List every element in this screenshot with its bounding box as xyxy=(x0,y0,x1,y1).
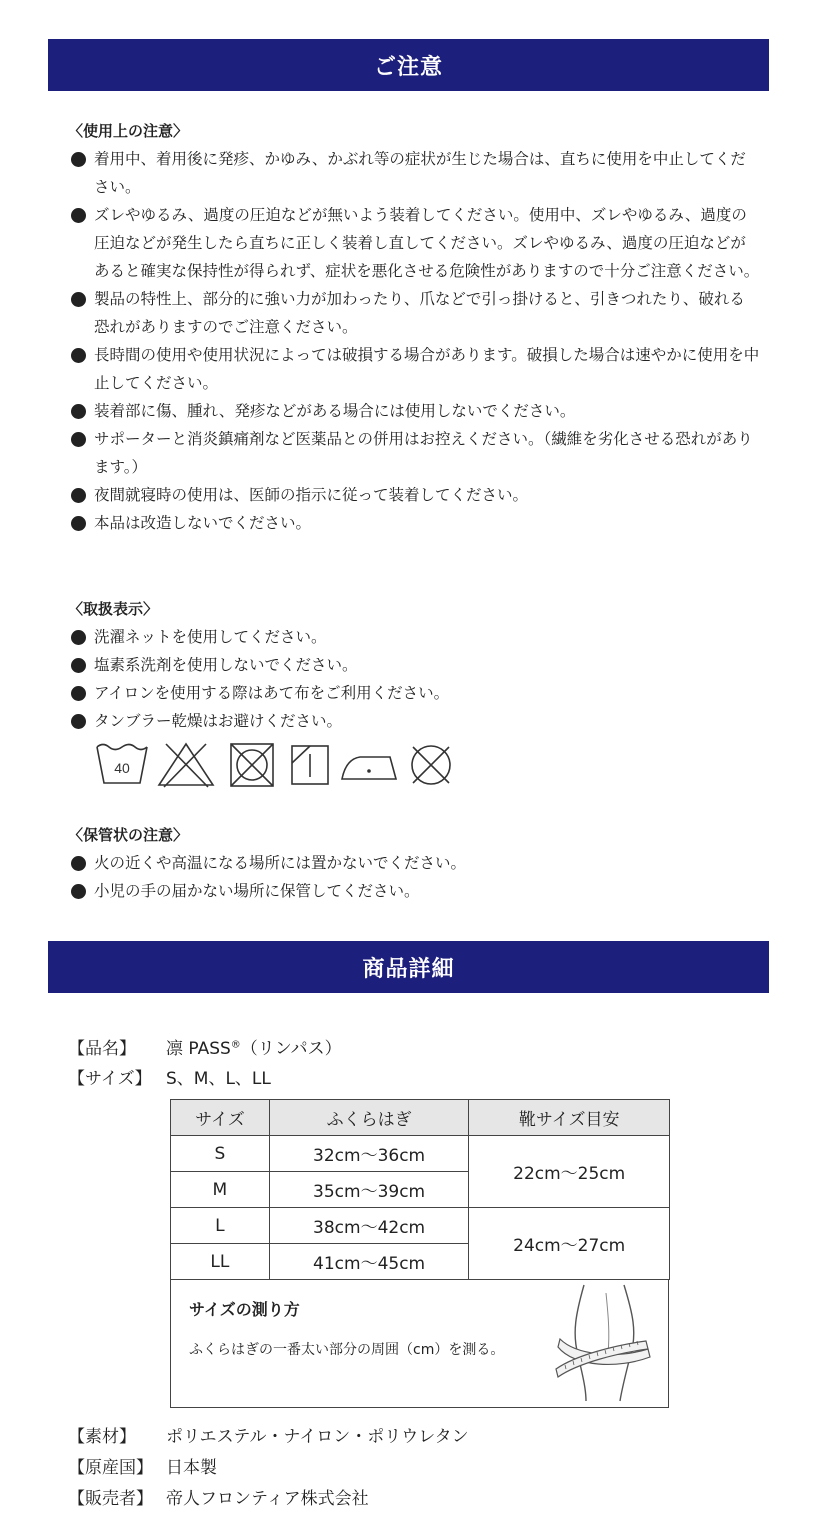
caution-header xyxy=(48,39,769,91)
bullet-icon xyxy=(71,208,86,223)
no-dry-clean-icon xyxy=(408,741,454,789)
header-shoe: 靴サイズ目安 xyxy=(469,1100,670,1136)
calf-cell: 41cm～45cm xyxy=(269,1244,469,1280)
material-label: 【素材】 xyxy=(68,1427,136,1447)
size-cell: S xyxy=(171,1136,270,1172)
product-name-value: 凛 PASS xyxy=(166,1039,231,1059)
material-value: ポリエステル・ナイロン・ポリウレタン xyxy=(166,1427,469,1447)
header-calf: ふくらはぎ xyxy=(269,1100,469,1136)
size-cell: LL xyxy=(171,1244,270,1280)
wash-40-icon xyxy=(94,741,150,789)
calf-cell: 35cm～39cm xyxy=(269,1172,469,1208)
origin-row xyxy=(68,1453,217,1478)
size-cell: M xyxy=(171,1172,270,1208)
no-bleach-icon xyxy=(156,741,216,789)
list-item: タンブラー乾燥はお避けください。 xyxy=(70,707,760,735)
bullet-icon xyxy=(71,856,86,871)
bullet-icon xyxy=(71,348,86,363)
line-dry-icon xyxy=(290,741,330,789)
bullet-icon xyxy=(71,152,86,167)
iron-low-icon xyxy=(340,741,398,789)
bullet-icon xyxy=(71,884,86,899)
origin-label: 【原産国】 xyxy=(68,1458,153,1478)
measure-box xyxy=(170,1279,669,1408)
bullet-icon xyxy=(71,292,86,307)
list-item: 夜間就寝時の使用は、医師の指示に従って装着してください。 xyxy=(70,481,760,509)
usage-list xyxy=(70,145,760,537)
list-item: 製品の特性上、部分的に強い力が加わったり、爪などで引っ掛けると、引きつれたり、破れる恐れがありますのでご注意ください。 xyxy=(70,285,760,341)
header-size: サイズ xyxy=(171,1100,270,1136)
table-row xyxy=(171,1136,670,1172)
storage-heading: 〈保管状の注意〉 xyxy=(68,826,189,844)
list-item: 装着部に傷、腫れ、発疹などがある場合には使用しないでください。 xyxy=(70,397,760,425)
wash-temp-label: 40 xyxy=(114,760,130,776)
list-item: 火の近くや高温になる場所には置かないでください。 xyxy=(70,849,760,877)
size-table xyxy=(170,1099,670,1280)
measure-title: サイズの測り方 xyxy=(189,1300,300,1319)
handling-list xyxy=(70,623,760,735)
seller-row xyxy=(68,1484,369,1509)
material-row xyxy=(68,1422,469,1447)
list-item: 小児の手の届かない場所に保管してください。 xyxy=(70,877,760,905)
product-name-suffix: （リンパス） xyxy=(240,1039,342,1059)
measure-description: ふくらはぎの一番太い部分の周囲（cm）を測る。 xyxy=(189,1342,505,1358)
list-item: 着用中、着用後に発疹、かゆみ、かぶれ等の症状が生じた場合は、直ちに使用を中止してください。 xyxy=(70,145,760,201)
list-item: 塩素系洗剤を使用しないでください。 xyxy=(70,651,760,679)
calf-measure-illustration-icon xyxy=(546,1283,656,1403)
seller-label: 【販売者】 xyxy=(68,1489,153,1509)
registered-mark: ® xyxy=(230,1039,241,1051)
bullet-icon xyxy=(71,404,86,419)
calf-cell: 32cm～36cm xyxy=(269,1136,469,1172)
table-row xyxy=(171,1208,670,1244)
list-item: サポーターと消炎鎮痛剤など医薬品との併用はお控えください。（繊維を劣化させる恐れがあります。） xyxy=(70,425,760,481)
list-item: アイロンを使用する際はあて布をご利用ください。 xyxy=(70,679,760,707)
usage-heading: 〈使用上の注意〉 xyxy=(68,122,189,140)
details-header xyxy=(48,941,769,993)
no-tumble-dry-icon xyxy=(228,741,276,789)
bullet-icon xyxy=(71,714,86,729)
origin-value: 日本製 xyxy=(166,1458,217,1478)
shoe-cell: 24cm～27cm xyxy=(469,1208,670,1280)
list-item: 長時間の使用や使用状況によっては破損する場合があります。破損した場合は速やかに使用を中止してください。 xyxy=(70,341,760,397)
seller-value: 帝人フロンティア株式会社 xyxy=(166,1489,369,1509)
bullet-icon xyxy=(71,432,86,447)
size-label: 【サイズ】 xyxy=(68,1069,152,1089)
bullet-icon xyxy=(71,516,86,531)
handling-heading: 〈取扱表示〉 xyxy=(68,600,159,618)
details-title: 商品詳細 xyxy=(362,956,455,982)
list-item: ズレやゆるみ、過度の圧迫などが無いよう装着してください。使用中、ズレやゆるみ、過度の圧迫などが発生したら直ちに正しく装着し直してください。ズレやゆるみ、過度の圧迫などがあると確実な保持性が得られず、症状を悪化させる危険性がありますので十分ご注意ください。 xyxy=(70,201,760,285)
calf-cell: 38cm～42cm xyxy=(269,1208,469,1244)
caution-title: ご注意 xyxy=(373,54,443,80)
storage-list xyxy=(70,849,760,905)
size-row xyxy=(68,1064,271,1089)
bullet-icon xyxy=(71,658,86,673)
bullet-icon xyxy=(71,488,86,503)
bullet-icon xyxy=(71,630,86,645)
list-item: 本品は改造しないでください。 xyxy=(70,509,760,537)
product-name-label: 【品名】 xyxy=(68,1039,136,1059)
table-header-row xyxy=(171,1100,670,1136)
size-cell: L xyxy=(171,1208,270,1244)
product-name-row xyxy=(68,1034,342,1059)
bullet-icon xyxy=(71,686,86,701)
size-value: S、M、L、LL xyxy=(166,1069,271,1089)
list-item: 洗濯ネットを使用してください。 xyxy=(70,623,760,651)
shoe-cell: 22cm～25cm xyxy=(469,1136,670,1208)
